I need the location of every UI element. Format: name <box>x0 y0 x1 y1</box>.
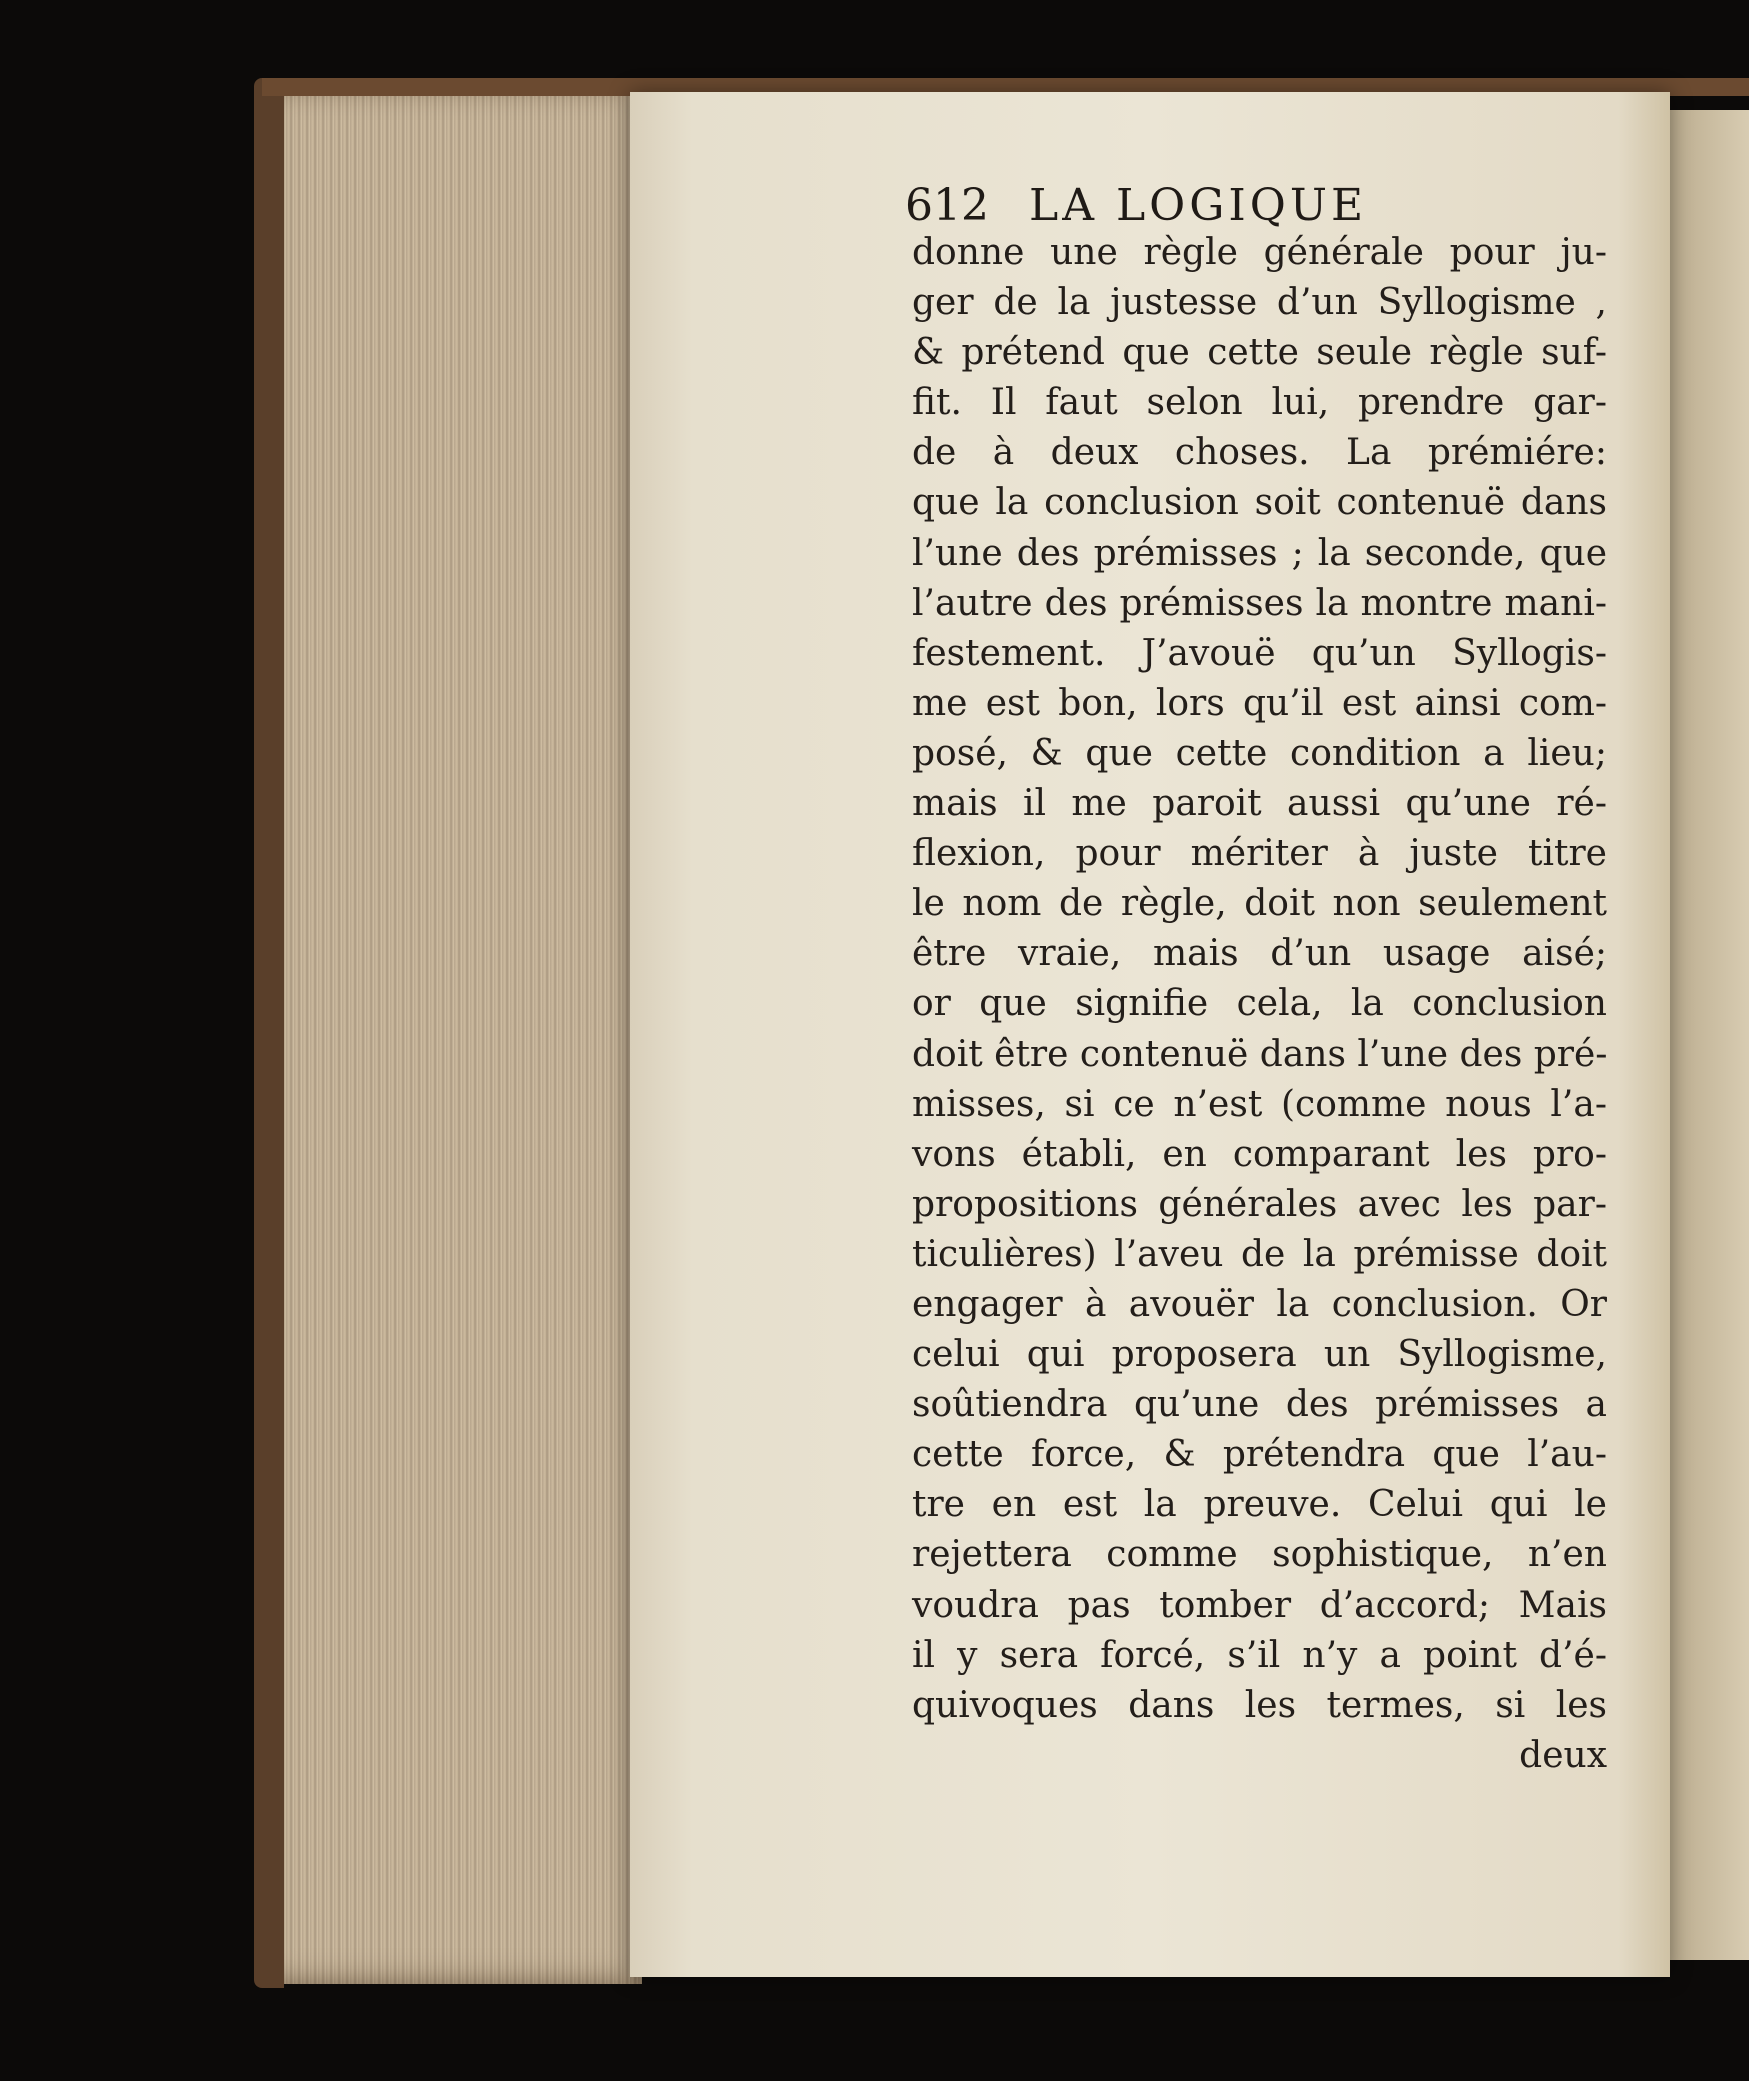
text-line: festement. J’avouë qu’un Syllogis- <box>912 632 1607 674</box>
text-line: flexion, pour mériter à juste titre <box>912 833 1607 875</box>
text-line: engager à avouër la conclusion. Or <box>912 1283 1607 1325</box>
catchword: deux <box>1519 1734 1607 1776</box>
book-cover-edge <box>254 78 284 1988</box>
page-number: 612 <box>905 180 989 231</box>
text-line: il y sera forcé, s’il n’y a point d’é- <box>912 1634 1607 1676</box>
text-line: l’autre des prémisses la montre mani- <box>912 582 1607 624</box>
page-text <box>912 228 1607 1781</box>
text-line: donne une règle générale pour ju- <box>912 232 1607 273</box>
text-line: ticulières) l’aveu de la prémisse doit <box>912 1233 1607 1275</box>
text-line: être vraie, mais d’un usage aisé; <box>912 933 1607 975</box>
text-line: quivoques dans les termes, si les <box>912 1684 1607 1726</box>
text-line: tre en est la preuve. Celui qui le <box>912 1484 1607 1526</box>
running-head <box>905 180 1505 231</box>
text-line: & prétend que cette seule règle suf- <box>912 332 1607 374</box>
book-fore-edge <box>262 84 642 1984</box>
text-line: l’une des prémisses ; la seconde, que <box>912 532 1607 574</box>
text-line: me est bon, lors qu’il est ainsi com- <box>912 682 1607 724</box>
text-line: mais il me paroit aussi qu’une ré- <box>912 783 1607 825</box>
text-line: posé, & que cette condition a lieu; <box>912 732 1607 774</box>
text-line: celui qui proposera un Syllogisme, <box>912 1334 1607 1376</box>
text-line: soûtiendra qu’une des prémisses a <box>912 1384 1607 1426</box>
text-line: ger de la justesse d’un Syllogisme , <box>912 282 1607 324</box>
text-line: vons établi, en comparant les pro- <box>912 1133 1607 1175</box>
text-line: fit. Il faut selon lui, prendre gar- <box>912 382 1607 424</box>
text-line: que la conclusion soit contenuë dans <box>912 482 1607 524</box>
text-line: de à deux choses. La prémiére: <box>912 432 1607 474</box>
text-line: doit être contenuë dans l’une des pré- <box>912 1033 1608 1075</box>
text-line: le nom de règle, doit non seulement <box>912 883 1607 925</box>
text-line: propositions générales avec les par- <box>912 1183 1607 1225</box>
facing-page-edge <box>1665 110 1749 1960</box>
text-line: rejettera comme sophistique, n’en <box>912 1534 1607 1576</box>
text-line: voudra pas tomber d’accord; Mais <box>912 1584 1607 1626</box>
text-line: misses, si ce n’est (comme nous l’a- <box>912 1083 1607 1125</box>
text-line: cette force, & prétendra que l’au- <box>912 1434 1607 1476</box>
text-line: or que signifie cela, la conclusion <box>912 983 1607 1025</box>
running-head-title: LA LOGIQUE <box>1028 180 1368 231</box>
